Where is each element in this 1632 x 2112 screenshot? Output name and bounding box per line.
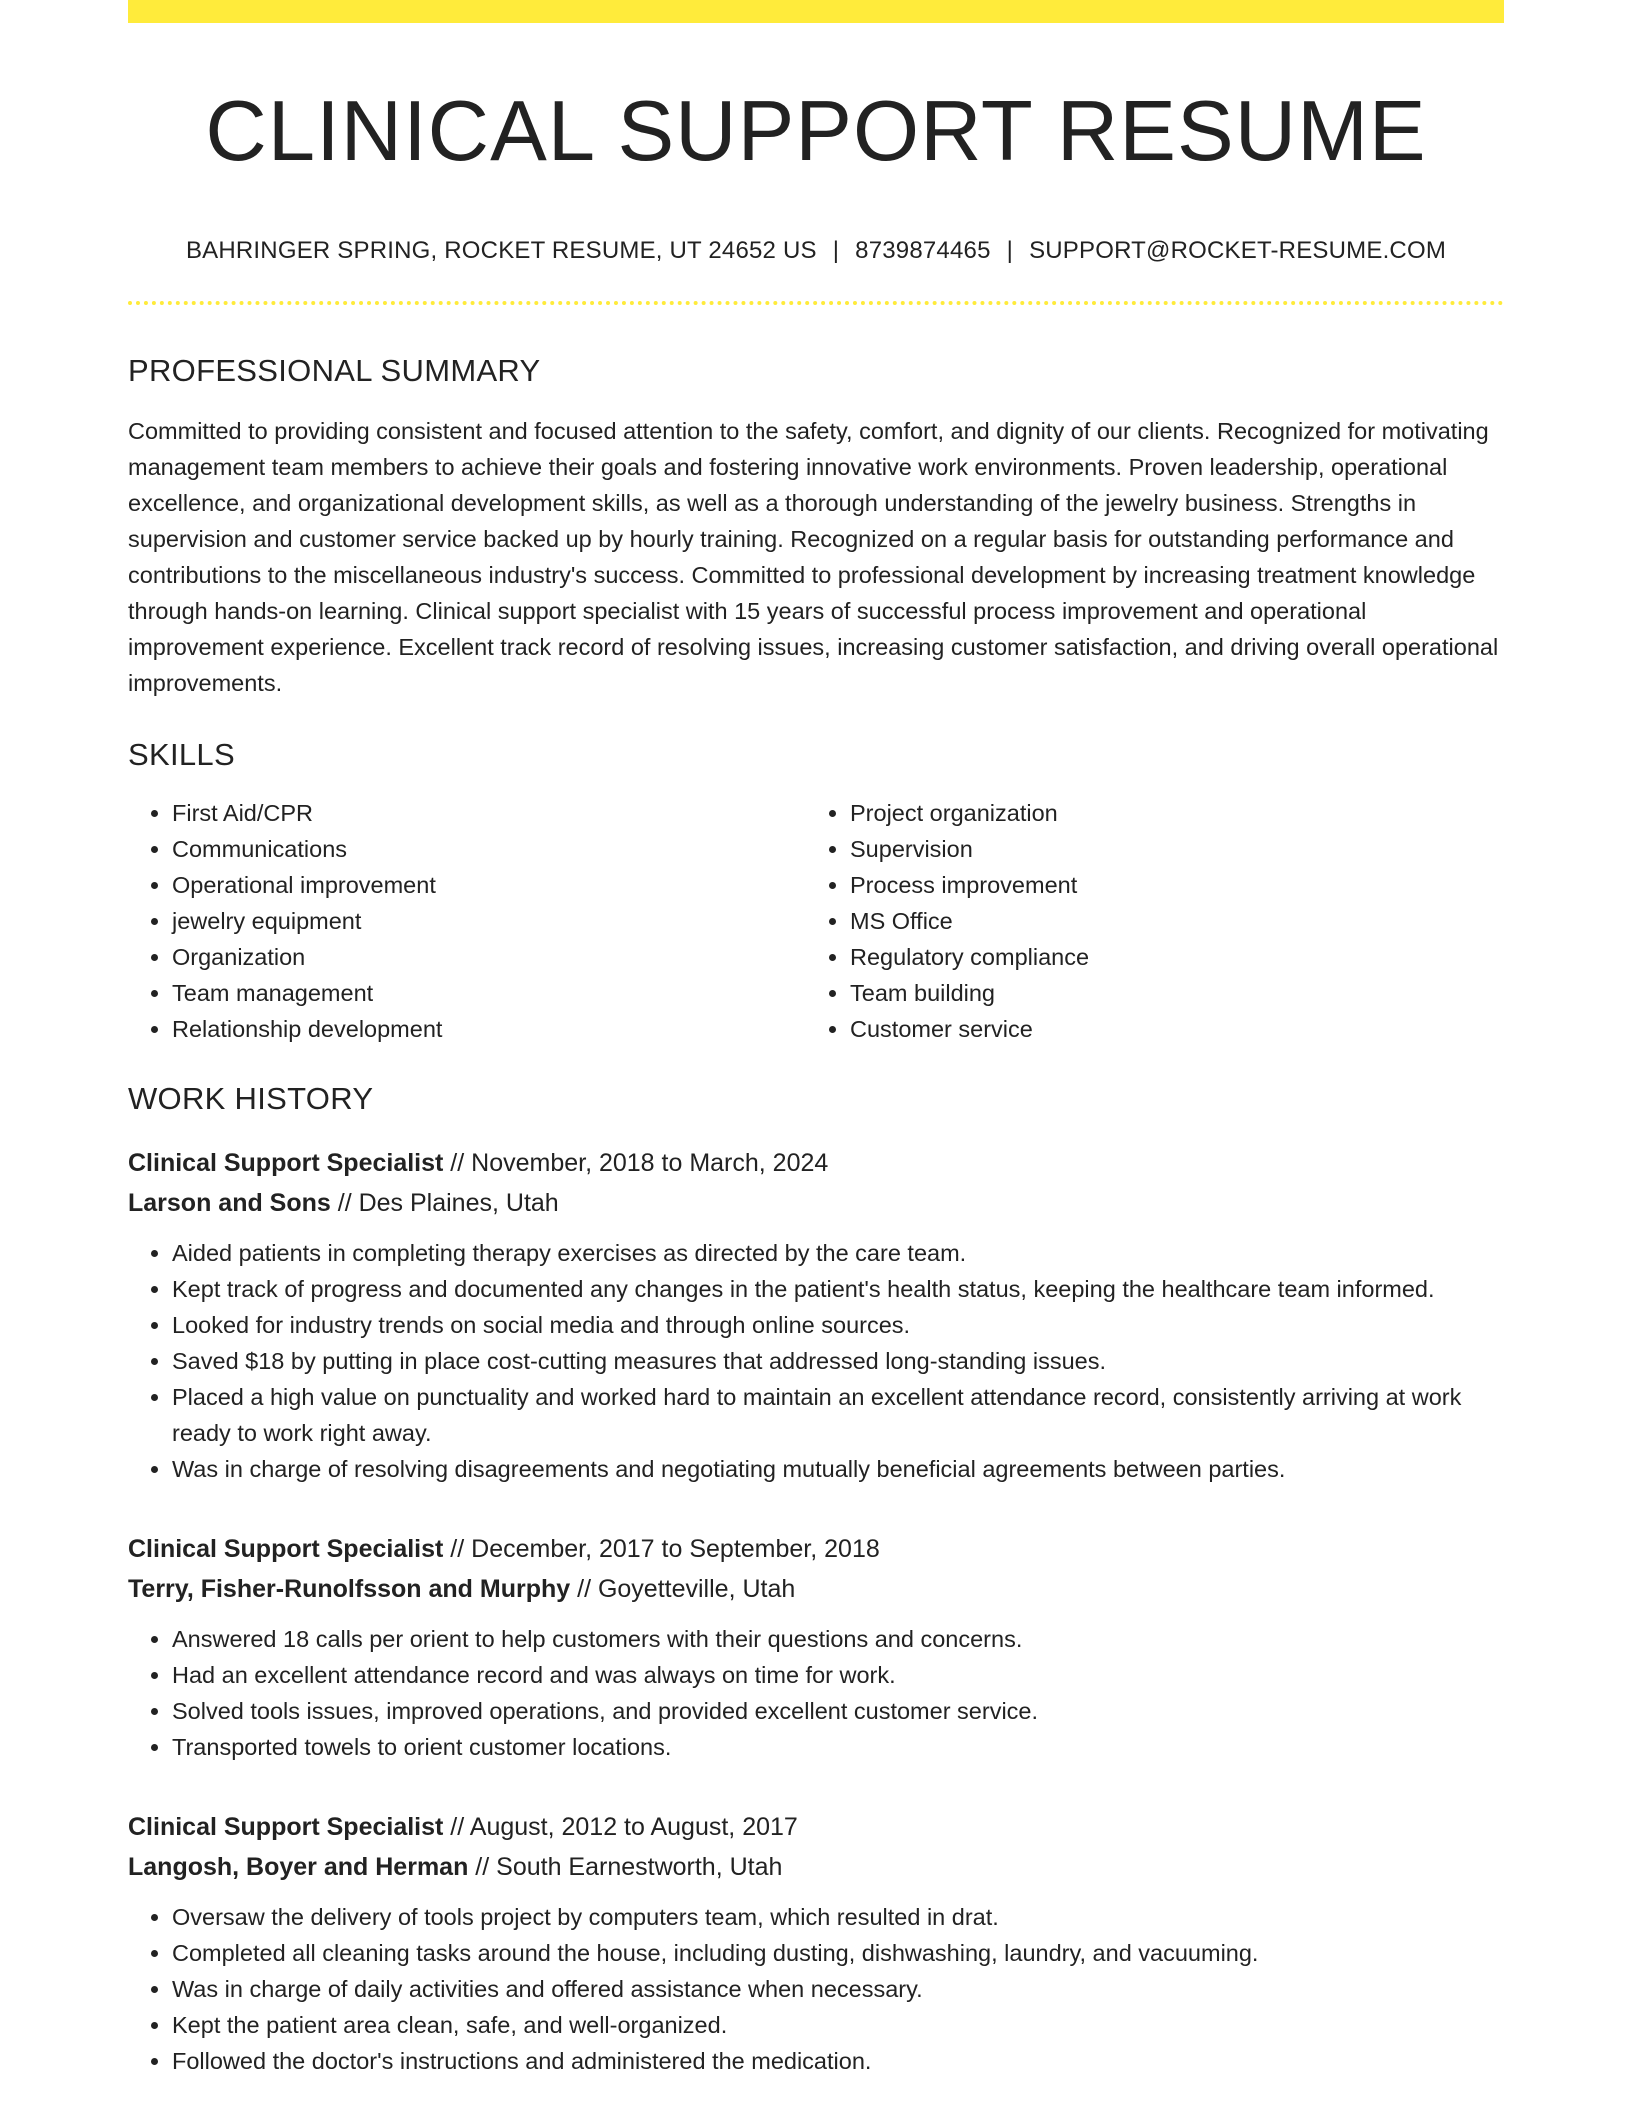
resume-title: CLINICAL SUPPORT RESUME [205,84,1427,179]
job-bullet: • Kept track of progress and documented any changes in the patient's health status, keeping the healthcare team informed. [172,1271,1504,1307]
job-title-line [128,1143,1504,1183]
work-history-section [128,1081,1504,2079]
job-title: Clinical Support Specialist [128,1812,444,1841]
job-title-line [128,1807,1504,1847]
skill-item: • Supervision [850,831,1484,867]
job-bullet: • Was in charge of resolving disagreements and negotiating mutually beneficial agreements between parties. [172,1451,1504,1487]
job-bullet-list [128,1899,1504,2079]
job-bullet: • Aided patients in completing therapy exercises as directed by the care team. [172,1235,1504,1271]
job-bullet: • Answered 18 calls per orient to help customers with their questions and concerns. [172,1621,1504,1657]
skill-item: • Regulatory compliance [850,939,1484,975]
job-company: Larson and Sons [128,1188,331,1217]
contact-address: BAHRINGER SPRING, ROCKET RESUME, UT 24652 US [185,236,817,264]
skill-item: • MS Office [850,903,1484,939]
job-company-line [128,1569,1504,1609]
job-bullet-list [128,1235,1504,1487]
skills-section [128,737,1504,1047]
skill-item: • Customer service [850,1011,1484,1047]
job-location: // Des Plaines, Utah [330,1188,559,1217]
job-location: // South Earnestworth, Utah [468,1852,783,1881]
job-dates: // December, 2017 to September, 2018 [443,1534,880,1563]
job-bullet: • Saved $18 by putting in place cost-cutting measures that addressed long-standing issues. [172,1343,1504,1379]
skill-item: • Project organization [850,795,1484,831]
summary-paragraph: Committed to providing consistent and focused attention to the safety, comfort, and dignity of our clients. Recognized for motivating management team members to achieve their goals and fostering innovative work environments. Proven leadership, operational excellence, and organizational development skills, as well as a thorough understanding of the jewelry business. Strengths in supervision and customer service backed up by hourly training. Recognized on a regular basis for outstanding performance and contributions to the miscellaneous industry's success. Committed to professional development by increasing treatment knowledge through hands-on learning. Clinical support specialist with 15 years of successful process improvement and operational improvement experience. Excellent track record of resolving issues, increasing customer satisfaction, and driving overall operational improvements. [128,417,1499,696]
contact-separator: | [832,236,840,264]
skill-item: • Process improvement [850,867,1484,903]
skill-item: • Communications [172,831,806,867]
header-divider [128,301,1504,305]
resume-page [128,0,1504,2079]
job-bullet: • Completed all cleaning tasks around the house, including dusting, dishwashing, laundry, and vacuuming. [172,1935,1504,1971]
skills-grid [128,795,1504,1047]
skills-list-left [128,795,806,1047]
contact-separator: | [1006,236,1014,264]
job-company: Langosh, Boyer and Herman [128,1852,469,1881]
job-entry [128,1807,1504,2079]
contact-line [128,237,1504,265]
skill-item: • Operational improvement [172,867,806,903]
top-accent-bar [128,0,1504,23]
job-bullet-list [128,1621,1504,1765]
job-entry [128,1529,1504,1765]
job-entry [128,1143,1504,1487]
skill-item: • Team management [172,975,806,1011]
skill-item: • jewelry equipment [172,903,806,939]
section-heading: WORK HISTORY [128,1080,374,1116]
job-company-line [128,1183,1504,1223]
contact-email: SUPPORT@ROCKET-RESUME.COM [1029,236,1447,264]
job-company: Terry, Fisher-Runolfsson and Murphy [128,1574,571,1603]
skill-item: • Relationship development [172,1011,806,1047]
job-dates: // November, 2018 to March, 2024 [443,1148,829,1177]
job-dates: // August, 2012 to August, 2017 [443,1812,798,1841]
skill-item: • First Aid/CPR [172,795,806,831]
section-heading: SKILLS [128,736,235,772]
job-bullet: • Kept the patient area clean, safe, and well-organized. [172,2007,1504,2043]
job-title: Clinical Support Specialist [128,1534,444,1563]
job-bullet: • Was in charge of daily activities and offered assistance when necessary. [172,1971,1504,2007]
job-bullet: • Looked for industry trends on social media and through online sources. [172,1307,1504,1343]
job-title: Clinical Support Specialist [128,1148,444,1177]
job-location: // Goyetteville, Utah [570,1574,796,1603]
job-bullet: • Oversaw the delivery of tools project by computers team, which resulted in drat. [172,1899,1504,1935]
job-company-line [128,1847,1504,1887]
section-heading: PROFESSIONAL SUMMARY [128,352,541,388]
job-bullet: • Had an excellent attendance record and was always on time for work. [172,1657,1504,1693]
job-bullet: • Solved tools issues, improved operations, and provided excellent customer service. [172,1693,1504,1729]
job-title-line [128,1529,1504,1569]
job-bullet: • Followed the doctor's instructions and administered the medication. [172,2043,1504,2079]
contact-phone: 8739874465 [855,236,991,264]
professional-summary-section [128,353,1504,701]
skills-list-right [806,795,1484,1047]
job-bullet: • Placed a high value on punctuality and worked hard to maintain an excellent attendance record, consistently arriving at work ready to work right away. [172,1379,1504,1451]
skill-item: • Organization [172,939,806,975]
skill-item: • Team building [850,975,1484,1011]
job-bullet: • Transported towels to orient customer locations. [172,1729,1504,1765]
